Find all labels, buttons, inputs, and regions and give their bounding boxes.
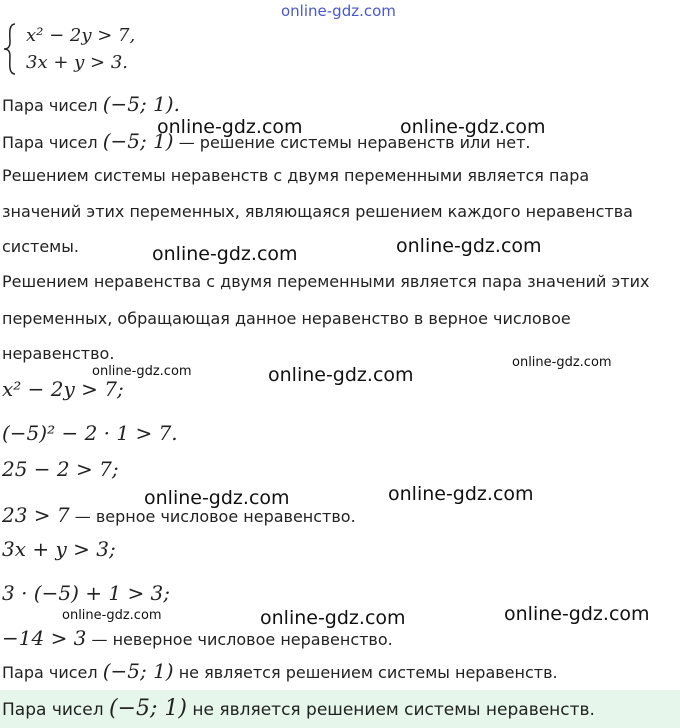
conclusion-label: Пара чисел [2, 663, 98, 682]
step-1: x² − 2y > 7; [2, 377, 124, 401]
given-pair-label: Пара чисел [2, 96, 98, 115]
system-brace-icon [2, 22, 18, 76]
step-7 [2, 627, 393, 651]
definition-2-line-3: неравенство. [2, 344, 115, 363]
given-pair-line [2, 93, 180, 117]
watermark: online-gdz.com [268, 364, 414, 386]
question-label: Пара чисел [2, 133, 98, 152]
watermark: online-gdz.com [62, 608, 162, 623]
answer-box [0, 690, 680, 728]
step-6: 3 · (−5) + 1 > 3; [2, 581, 171, 605]
watermark: online-gdz.com [152, 243, 298, 265]
conclusion-text: не является решением системы неравенств. [178, 663, 558, 682]
watermark: online-gdz.com [512, 355, 612, 370]
conclusion-value: (−5; 1) [102, 659, 174, 683]
step-4-text: — верное числовое неравенство. [74, 507, 356, 526]
watermark: online-gdz.com [144, 487, 290, 509]
step-2: (−5)² − 2 · 1 > 7. [2, 421, 178, 445]
watermark: online-gdz.com [396, 235, 542, 257]
watermark: online-gdz.com [157, 116, 303, 138]
watermark: online-gdz.com [388, 483, 534, 505]
watermark: online-gdz.com [400, 116, 546, 138]
step-4-math: 23 > 7 [2, 503, 70, 527]
definition-1-line-1: Решением системы неравенств с двумя переменными является пара [2, 166, 590, 185]
definition-2-line-1: Решением неравенства с двумя переменными является пара значений этих [2, 272, 650, 291]
question-text: — решение системы неравенств или нет. [178, 133, 531, 152]
step-3: 25 − 2 > 7; [2, 457, 119, 481]
given-pair-value: (−5; 1). [102, 92, 180, 116]
system-equation-2: 3x + y > 3. [26, 52, 128, 73]
answer-text: не является решением системы неравенств. [192, 700, 595, 720]
watermark-top: online-gdz.com [281, 2, 396, 20]
conclusion-line [2, 660, 558, 684]
watermark: online-gdz.com [260, 607, 406, 629]
watermark: online-gdz.com [504, 603, 650, 625]
step-7-text: — неверное числовое неравенство. [91, 630, 393, 649]
watermark: online-gdz.com [92, 364, 192, 379]
system-equation-1: x² − 2y > 7, [26, 25, 136, 46]
step-5: 3x + y > 3; [2, 537, 116, 561]
answer-label: Пара чисел [2, 700, 104, 720]
definition-1-line-2: значений этих переменных, являющаяся решением каждого неравенства [2, 202, 633, 221]
step-7-math: −14 > 3 [2, 626, 87, 650]
answer-line [2, 696, 595, 721]
definition-1-line-3: системы. [2, 237, 79, 256]
answer-value: (−5; 1) [108, 696, 187, 721]
definition-2-line-2: переменных, обращающая данное неравенство в верное числовое [2, 309, 571, 328]
question-value: (−5; 1) [102, 129, 174, 153]
